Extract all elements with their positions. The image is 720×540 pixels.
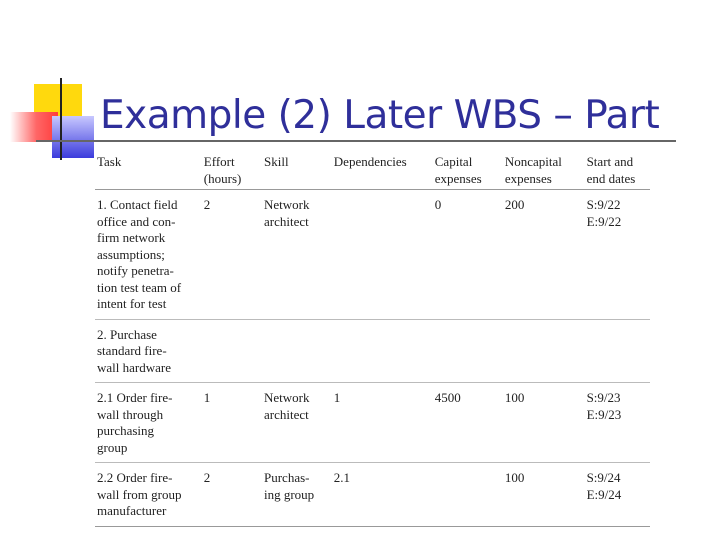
cell-noncapital: 100 [503, 383, 585, 463]
cell-capital [433, 319, 503, 383]
cell-skill [262, 319, 332, 383]
cell-capital: 0 [433, 190, 503, 320]
header-capital-expenses: Capital expenses [433, 152, 503, 190]
cell-noncapital: 200 [503, 190, 585, 320]
cell-dates: S:9/24 E:9/24 [585, 463, 650, 527]
table-header-row [95, 152, 650, 190]
cell-noncapital [503, 319, 585, 383]
wbs-table [95, 152, 650, 527]
cell-dependencies [332, 190, 433, 320]
cell-dates: S:9/22 E:9/22 [585, 190, 650, 320]
header-effort: Effort (hours) [202, 152, 262, 190]
cell-capital [433, 463, 503, 527]
table-row [95, 190, 650, 320]
cell-effort: 2 [202, 190, 262, 320]
decor-red-square [10, 112, 58, 142]
cell-dependencies: 1 [332, 383, 433, 463]
cell-skill: Network architect [262, 383, 332, 463]
title-underline [36, 140, 676, 142]
decor-blue-square [52, 116, 94, 158]
table-row [95, 463, 650, 527]
table-row [95, 383, 650, 463]
cell-skill: Network architect [262, 190, 332, 320]
cell-task: 1. Contact field office and con- firm network assumptions; notify penetra- tion test team of intent for test [95, 190, 202, 320]
header-skill: Skill [262, 152, 332, 190]
header-task: Task [95, 152, 202, 190]
cell-dependencies: 2.1 [332, 463, 433, 527]
header-noncapital-expenses: Noncapital expenses [503, 152, 585, 190]
cell-capital: 4500 [433, 383, 503, 463]
cell-dates: S:9/23 E:9/23 [585, 383, 650, 463]
cell-dependencies [332, 319, 433, 383]
decor-vertical-line [60, 78, 62, 160]
cell-dates [585, 319, 650, 383]
cell-task: 2.1 Order fire- wall through purchasing group [95, 383, 202, 463]
cell-task: 2. Purchase standard fire- wall hardware [95, 319, 202, 383]
slide-title: Example (2) Later WBS – Part [100, 93, 660, 138]
cell-effort: 1 [202, 383, 262, 463]
cell-effort [202, 319, 262, 383]
header-dependencies: Dependencies [332, 152, 433, 190]
header-dates: Start and end dates [585, 152, 650, 190]
table-row [95, 319, 650, 383]
cell-task: 2.2 Order fire- wall from group manufacturer [95, 463, 202, 527]
cell-noncapital: 100 [503, 463, 585, 527]
cell-skill: Purchas- ing group [262, 463, 332, 527]
cell-effort: 2 [202, 463, 262, 527]
